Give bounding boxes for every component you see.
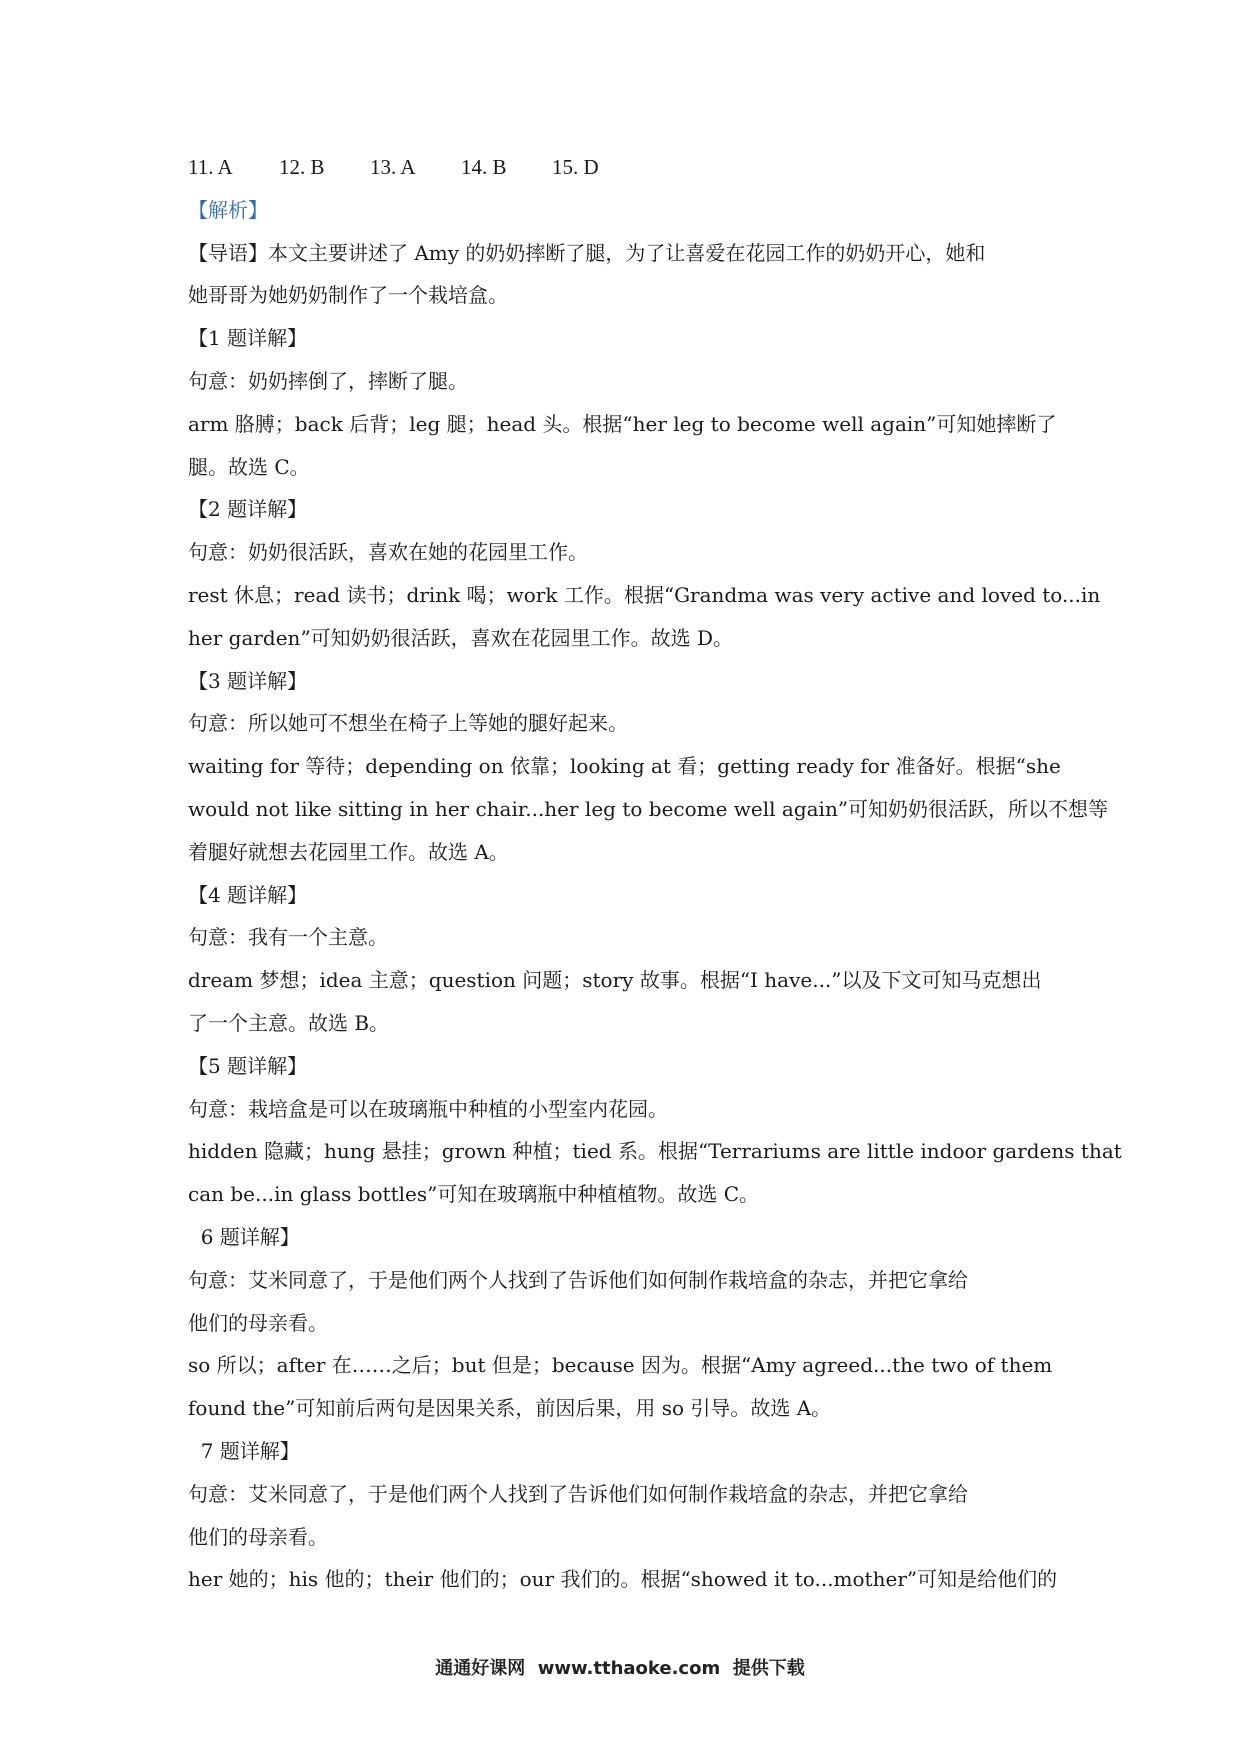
section-q1	[188, 317, 1060, 488]
intro-paragraph	[188, 232, 1060, 318]
section-line: 句意：栽培盒是可以在玻璃瓶中种植的小型室内花园。	[188, 1096, 668, 1121]
section-q6	[188, 1216, 1060, 1430]
answer-14: 14. B	[461, 155, 507, 179]
section-heading: 7 题详解】	[188, 1438, 300, 1463]
section-line: 他们的母亲看。	[188, 1524, 328, 1549]
section-line: 了一个主意。故选 B。	[188, 1010, 390, 1035]
section-line: found the”可知前后两句是因果关系，前因后果，用 so 引导。故选 A。	[188, 1396, 832, 1421]
section-line: can be...in glass bottles”可知在玻璃瓶中种植植物。故选 C。	[188, 1182, 760, 1207]
section-q7	[188, 1430, 1060, 1601]
section-line: rest 休息；read 读书；drink 喝；work 工作。根据“Grandma was very active and loved to...in	[188, 582, 1101, 607]
section-line: 句意：我有一个主意。	[188, 925, 388, 950]
intro-line: 她哥哥为她奶奶制作了一个栽培盒。	[188, 283, 508, 308]
section-line: 腿。故选 C。	[188, 454, 310, 479]
section-line: would not like sitting in her chair...her leg to become well again”可知奶奶很活跃，所以不想等	[188, 796, 1109, 821]
section-heading: 【3 题详解】	[188, 668, 308, 693]
section-heading: 【5 题详解】	[188, 1053, 308, 1078]
answer-12: 12. B	[279, 155, 325, 179]
intro-line: 【导语】本文主要讲述了 Amy 的奶奶摔断了腿，为了让喜爱在花园工作的奶奶开心，她和	[188, 240, 986, 265]
section-line: her garden”可知奶奶很活跃，喜欢在花园里工作。故选 D。	[188, 625, 734, 650]
section-q4	[188, 874, 1060, 1045]
section-q2	[188, 488, 1101, 659]
document-content	[188, 146, 1122, 1601]
answer-11: 11. A	[188, 155, 233, 179]
answer-15: 15. D	[552, 155, 599, 179]
section-line: so 所以；after 在……之后；but 但是；because 因为。根据“Amy agreed...the two of them	[188, 1353, 1053, 1378]
section-line: her 她的；his 他的；their 他们的；our 我们的。根据“showed it to...mother”可知是给他们的	[188, 1567, 1058, 1592]
section-line: 句意：艾米同意了，于是他们两个人找到了告诉他们如何制作栽培盒的杂志，并把它拿给	[188, 1267, 968, 1292]
section-line: 他们的母亲看。	[188, 1310, 328, 1335]
section-heading: 【1 题详解】	[188, 326, 308, 351]
section-heading: 【2 题详解】	[188, 497, 308, 522]
section-q5	[188, 1045, 1122, 1216]
section-line: 句意：奶奶很活跃，喜欢在她的花园里工作。	[188, 540, 588, 565]
analysis-label: 【解析】	[188, 197, 268, 222]
page-footer: 通通好课网 www.tthaoke.com 提供下载	[435, 1658, 805, 1679]
answer-key-row	[188, 146, 1060, 189]
section-line: hidden 隐藏；hung 悬挂；grown 种植；tied 系。根据“Terrariums are little indoor gardens that	[188, 1139, 1122, 1164]
section-heading: 6 题详解】	[188, 1224, 300, 1249]
section-line: 句意：所以她可不想坐在椅子上等她的腿好起来。	[188, 711, 628, 736]
answer-13: 13. A	[370, 155, 416, 179]
section-line: waiting for 等待；depending on 依靠；looking at 看；getting ready for 准备好。根据“she	[188, 754, 1061, 779]
section-line: 句意：奶奶摔倒了，摔断了腿。	[188, 368, 468, 393]
section-q3	[188, 660, 1109, 874]
section-line: 着腿好就想去花园里工作。故选 A。	[188, 839, 509, 864]
section-line: 句意：艾米同意了，于是他们两个人找到了告诉他们如何制作栽培盒的杂志，并把它拿给	[188, 1481, 968, 1506]
section-line: dream 梦想；idea 主意；question 问题；story 故事。根据“I have...”以及下文可知马克想出	[188, 968, 1042, 993]
section-line: arm 胳膊；back 后背；leg 腿；head 头。根据“her leg to become well again”可知她摔断了	[188, 411, 1057, 436]
section-heading: 【4 题详解】	[188, 882, 308, 907]
